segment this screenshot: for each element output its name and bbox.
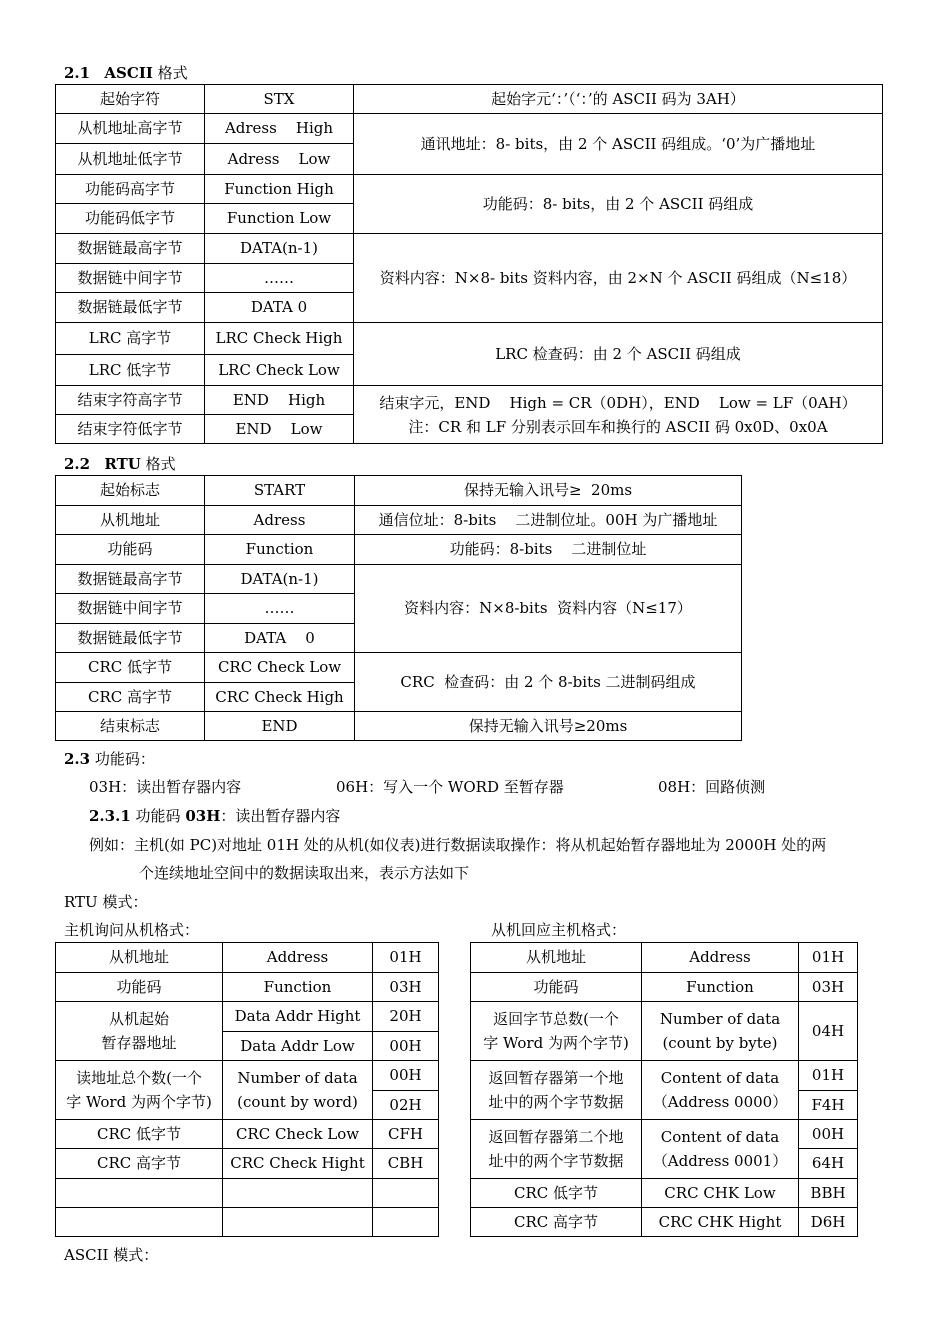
table-cell: CRC Check High [205, 683, 355, 712]
example-line-2: 个连续地址空间中的数据读取出来，表示方法如下 [139, 864, 470, 882]
table-cell: Address [642, 943, 799, 973]
table-cell: CRC 高字节 [56, 1149, 223, 1179]
table-cell: CRC 低字节 [471, 1179, 642, 1208]
table-cell: …… [205, 264, 354, 293]
table-cell: CFH [373, 1120, 439, 1149]
table-cell: 02H [373, 1091, 439, 1120]
table-cell: 功能码：8-bits 二进制位址 [355, 535, 742, 565]
table-cell: 起始字符 [56, 85, 205, 114]
table-row [56, 1061, 439, 1091]
table-cell: Function [223, 973, 373, 1002]
section-2-1-heading: 2.1 ASCII 格式 [64, 64, 188, 82]
table-cell: 起始标志 [56, 476, 205, 506]
table-cell: 结束字符高字节 [56, 386, 205, 415]
table-cell: Number of data (count by byte) [642, 1002, 799, 1061]
table-cell [56, 1179, 223, 1208]
function-08h-label: 08H：回路侦测 [658, 778, 766, 796]
table-cell: 数据链最低字节 [56, 624, 205, 653]
ascii-mode-label: ASCII 模式： [64, 1246, 159, 1264]
table-row [471, 1208, 858, 1237]
function-03h-label: 03H：读出暂存器内容 [89, 778, 242, 796]
table-row [56, 653, 742, 683]
table-cell: LRC 检查码：由 2 个 ASCII 码组成 [354, 323, 883, 386]
table-cell: STX [205, 85, 354, 114]
table-cell: 功能码：8- bits，由 2 个 ASCII 码组成 [354, 175, 883, 234]
example-line-1: 例如：主机(如 PC)对地址 01H 处的从机(如仪表)进行数据读取操作：将从机起始暂存器地址为 2000H 处的两 [89, 836, 827, 854]
table-row [471, 1002, 858, 1032]
table-cell: CRC 检查码：由 2 个 8-bits 二进制码组成 [355, 653, 742, 712]
master-query-table [55, 942, 439, 1237]
table-cell: 数据链最高字节 [56, 234, 205, 264]
table-cell [373, 1179, 439, 1208]
table-cell: 从机地址 [56, 943, 223, 973]
table-cell: 从机地址低字节 [56, 144, 205, 175]
table-cell: D6H [799, 1208, 858, 1237]
table-cell: DATA(n-1) [205, 234, 354, 264]
slave-response-label: 从机回应主机格式： [491, 921, 627, 939]
table-cell: CRC 高字节 [471, 1208, 642, 1237]
table-row [56, 114, 883, 144]
table-row [56, 1208, 439, 1237]
table-cell [223, 1179, 373, 1208]
table-cell: 结束字符低字节 [56, 415, 205, 444]
table-cell: Data Addr Low [223, 1032, 373, 1061]
table-cell: 返回暂存器第二个地 址中的两个字节数据 [471, 1120, 642, 1179]
table-row [56, 506, 742, 535]
ascii-frame-table [55, 84, 883, 444]
function-06h-label: 06H：写入一个 WORD 至暂存器 [336, 778, 564, 796]
table-cell: Content of data （Address 0001） [642, 1120, 799, 1179]
table-cell: …… [205, 594, 355, 624]
table-cell: 00H [373, 1032, 439, 1061]
table-cell: 返回字节总数(一个 字 Word 为两个字节) [471, 1002, 642, 1061]
table-cell: CRC CHK Low [642, 1179, 799, 1208]
table-cell: CRC Check Low [223, 1120, 373, 1149]
table-row [471, 1179, 858, 1208]
section-2-3-heading: 2.3 功能码： [64, 750, 155, 768]
table-row [56, 712, 742, 741]
table-cell: 通信位址：8-bits 二进制位址。00H 为广播地址 [355, 506, 742, 535]
table-cell: 通讯地址：8- bits，由 2 个 ASCII 码组成。‘0’为广播地址 [354, 114, 883, 175]
table-cell: 从机地址 [471, 943, 642, 973]
table-cell: 资料内容：N×8-bits 资料内容（N≤17） [355, 565, 742, 653]
table-cell: F4H [799, 1091, 858, 1120]
table-cell: 数据链最低字节 [56, 293, 205, 323]
table-cell [56, 1208, 223, 1237]
table-row [471, 1120, 858, 1149]
master-query-label: 主机询问从机格式： [64, 921, 200, 939]
table-cell: Function Low [205, 204, 354, 234]
table-row [56, 476, 742, 506]
table-cell: 01H [799, 943, 858, 973]
table-cell: DATA 0 [205, 624, 355, 653]
table-cell: Function High [205, 175, 354, 204]
table-cell: END Low [205, 415, 354, 444]
table-cell: 数据链最高字节 [56, 565, 205, 594]
table-row [56, 386, 883, 415]
table-cell: 保持无输入讯号≥ 20ms [355, 476, 742, 506]
table-row [56, 1179, 439, 1208]
slave-response-table [470, 942, 858, 1237]
table-row [56, 1149, 439, 1179]
table-cell: 功能码低字节 [56, 204, 205, 234]
table-row [56, 234, 883, 264]
table-cell: LRC 低字节 [56, 355, 205, 386]
table-cell: 数据链中间字节 [56, 264, 205, 293]
table-cell: 04H [799, 1002, 858, 1061]
table-cell: 功能码 [56, 973, 223, 1002]
table-cell: Number of data (count by word) [223, 1061, 373, 1120]
table-row [471, 973, 858, 1002]
table-row [56, 535, 742, 565]
table-cell: Adress [205, 506, 355, 535]
table-cell: END High [205, 386, 354, 415]
table-cell: 结束字元，END High = CR（0DH），END Low = LF（0AH） 注：CR 和 LF 分别表示回车和换行的 ASCII 码 0x0D、0x0A [354, 386, 883, 444]
table-cell: Adress High [205, 114, 354, 144]
table-cell: START [205, 476, 355, 506]
table-cell: LRC Check Low [205, 355, 354, 386]
table-row [56, 1120, 439, 1149]
table-cell: DATA(n-1) [205, 565, 355, 594]
table-cell: CRC 低字节 [56, 653, 205, 683]
table-row [56, 1002, 439, 1032]
table-row [471, 943, 858, 973]
table-cell: 数据链中间字节 [56, 594, 205, 624]
section-2-3-1-heading: 2.3.1 功能码 03H：读出暂存器内容 [89, 807, 341, 825]
table-cell: 功能码高字节 [56, 175, 205, 204]
table-cell: 01H [799, 1061, 858, 1091]
table-row [56, 973, 439, 1002]
table-cell: CRC Check Low [205, 653, 355, 683]
table-row [56, 175, 883, 204]
rtu-mode-label: RTU 模式： [64, 893, 148, 911]
section-2-2-heading: 2.2 RTU 格式 [64, 455, 176, 473]
table-cell: 资料内容：N×8- bits 资料内容，由 2×N 个 ASCII 码组成（N≤18） [354, 234, 883, 323]
table-cell: CBH [373, 1149, 439, 1179]
table-cell: 64H [799, 1149, 858, 1179]
table-cell: 从机地址高字节 [56, 114, 205, 144]
table-cell: Address [223, 943, 373, 973]
table-cell: Function [642, 973, 799, 1002]
table-row [56, 565, 742, 594]
table-cell [373, 1208, 439, 1237]
table-cell: CRC CHK Hight [642, 1208, 799, 1237]
table-cell: CRC Check Hight [223, 1149, 373, 1179]
table-cell: END [205, 712, 355, 741]
table-cell: 起始字元‘：’（‘：’的 ASCII 码为 3AH） [354, 85, 883, 114]
table-cell: 20H [373, 1002, 439, 1032]
table-cell: Content of data （Address 0000） [642, 1061, 799, 1120]
table-cell [223, 1208, 373, 1237]
table-cell: 从机起始 暂存器地址 [56, 1002, 223, 1061]
table-row [56, 943, 439, 973]
table-cell: Data Addr Hight [223, 1002, 373, 1032]
table-cell: 01H [373, 943, 439, 973]
table-cell: Function [205, 535, 355, 565]
table-row [56, 323, 883, 355]
table-cell: BBH [799, 1179, 858, 1208]
table-cell: LRC Check High [205, 323, 354, 355]
table-cell: 返回暂存器第一个地 址中的两个字节数据 [471, 1061, 642, 1120]
table-cell: 00H [373, 1061, 439, 1091]
table-cell: 从机地址 [56, 506, 205, 535]
table-cell: 保持无输入讯号≥20ms [355, 712, 742, 741]
table-cell: Adress Low [205, 144, 354, 175]
table-row [56, 85, 883, 114]
table-cell: LRC 高字节 [56, 323, 205, 355]
table-cell: 03H [799, 973, 858, 1002]
rtu-frame-table [55, 475, 742, 741]
table-cell: 功能码 [56, 535, 205, 565]
table-cell: CRC 低字节 [56, 1120, 223, 1149]
table-cell: DATA 0 [205, 293, 354, 323]
table-cell: CRC 高字节 [56, 683, 205, 712]
table-cell: 功能码 [471, 973, 642, 1002]
table-row [471, 1061, 858, 1091]
table-cell: 读地址总个数(一个 字 Word 为两个字节) [56, 1061, 223, 1120]
table-cell: 结束标志 [56, 712, 205, 741]
table-cell: 00H [799, 1120, 858, 1149]
table-cell: 03H [373, 973, 439, 1002]
